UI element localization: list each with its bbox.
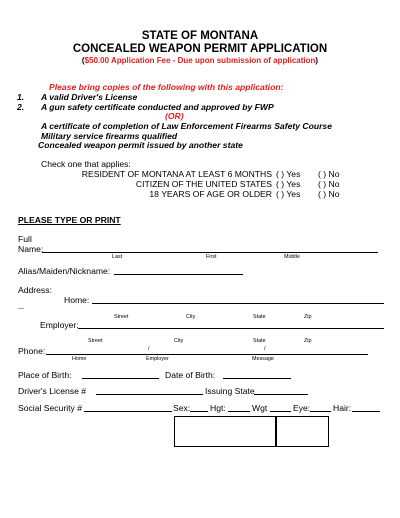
employer-sub-zip: Zip: [304, 338, 312, 344]
phone-input-line[interactable]: [46, 354, 368, 355]
home-address-input-line[interactable]: [92, 303, 384, 304]
eye-label: Eye:: [293, 403, 311, 413]
phone-label: Phone:: [18, 346, 46, 356]
address-label: Address:: [18, 285, 52, 295]
phone-sub-employer: Employer: [146, 356, 169, 362]
weight-input-line[interactable]: [270, 411, 291, 412]
hair-label: Hair:: [333, 403, 352, 413]
fee-text: $50.00 Application Fee - Due upon submission of application: [84, 56, 316, 65]
date-of-birth-input-line[interactable]: [223, 378, 291, 379]
office-use-box-right: [275, 416, 329, 447]
issuing-state-input-line[interactable]: [254, 394, 308, 395]
name-label: Name:: [18, 244, 44, 254]
check-row-age-no[interactable]: ( ) No: [318, 189, 340, 199]
form-title-line2: CONCEALED WEAPON PERMIT APPLICATION: [72, 43, 328, 55]
phone-slash-2: /: [264, 346, 266, 352]
alternative-1: A certificate of completion of Law Enforcement Firearms Safety Course: [41, 121, 332, 131]
check-row-resident-no[interactable]: ( ) No: [318, 169, 340, 179]
sex-input-line[interactable]: [190, 411, 208, 412]
address-dash: __: [18, 304, 24, 310]
drivers-license-input-line[interactable]: [96, 394, 203, 395]
alternative-2: Military service firearms qualified: [41, 131, 178, 141]
name-sub-middle: Middle: [284, 254, 300, 260]
form-title-line1: STATE OF MONTANA: [141, 30, 259, 42]
alias-input-line[interactable]: [114, 274, 243, 275]
check-row-resident-label: RESIDENT OF MONTANA AT LEAST 6 MONTHS: [81, 169, 272, 179]
fee-close-paren: ): [315, 56, 319, 65]
office-use-box-left: [174, 416, 277, 447]
fee-open-paren: (: [81, 56, 85, 65]
full-label: Full: [18, 234, 32, 244]
employer-sub-street: Street: [88, 338, 103, 344]
drivers-license-label: Driver's License #: [18, 386, 87, 396]
name-input-line[interactable]: [42, 252, 378, 253]
fee-notice: [0, 56, 400, 65]
check-row-age-label: 18 YEARS OF AGE OR OLDER: [149, 189, 272, 199]
requirements-heading: Please bring copies of the following with this application:: [49, 82, 284, 92]
home-sub-city: City: [186, 314, 196, 320]
requirement-2: A gun safety certificate conducted and approved by FWP: [41, 102, 274, 112]
height-input-line[interactable]: [228, 411, 250, 412]
requirement-2-number: 2.: [17, 102, 25, 112]
phone-sub-home: Home: [72, 356, 87, 362]
phone-slash-1: /: [148, 346, 150, 352]
home-label: Home:: [64, 295, 90, 305]
type-or-print-heading: PLEASE TYPE OR PRINT: [18, 215, 121, 225]
issuing-state-label: Issuing State: [205, 386, 255, 396]
or-separator: (OR): [165, 111, 184, 121]
employer-address-input-line[interactable]: [78, 328, 384, 329]
requirement-1: A valid Driver's License: [41, 92, 138, 102]
home-sub-zip: Zip: [304, 314, 312, 320]
name-sub-last: Last: [112, 254, 123, 260]
social-security-label: Social Security #: [18, 403, 83, 413]
requirement-1-number: 1.: [17, 92, 25, 102]
alias-label: Alias/Maiden/Nickname:: [18, 266, 111, 276]
check-row-age-yes[interactable]: ( ) Yes: [276, 189, 301, 199]
sex-label: Sex:: [173, 403, 191, 413]
home-sub-state: State: [253, 314, 266, 320]
place-of-birth-input-line[interactable]: [82, 378, 159, 379]
check-row-citizen-no[interactable]: ( ) No: [318, 179, 340, 189]
place-of-birth-label: Place of Birth:: [18, 370, 72, 380]
social-security-input-line[interactable]: [84, 411, 172, 412]
name-sub-first: First: [206, 254, 217, 260]
hair-input-line[interactable]: [352, 411, 380, 412]
eye-input-line[interactable]: [310, 411, 331, 412]
weight-label: Wgt: [252, 403, 268, 413]
check-row-citizen-label: CITIZEN OF THE UNITED STATES: [135, 179, 272, 189]
height-label: Hgt:: [210, 403, 226, 413]
home-sub-street: Street: [114, 314, 129, 320]
phone-sub-message: Message: [252, 356, 274, 362]
date-of-birth-label: Date of Birth:: [165, 370, 216, 380]
employer-label: Employer:: [40, 320, 79, 330]
employer-sub-city: City: [174, 338, 184, 344]
check-row-citizen-yes[interactable]: ( ) Yes: [276, 179, 301, 189]
employer-sub-state: State: [253, 338, 266, 344]
check-intro: Check one that applies:: [41, 159, 131, 169]
check-row-resident-yes[interactable]: ( ) Yes: [276, 169, 301, 179]
alternative-3: Concealed weapon permit issued by another state: [38, 140, 243, 150]
